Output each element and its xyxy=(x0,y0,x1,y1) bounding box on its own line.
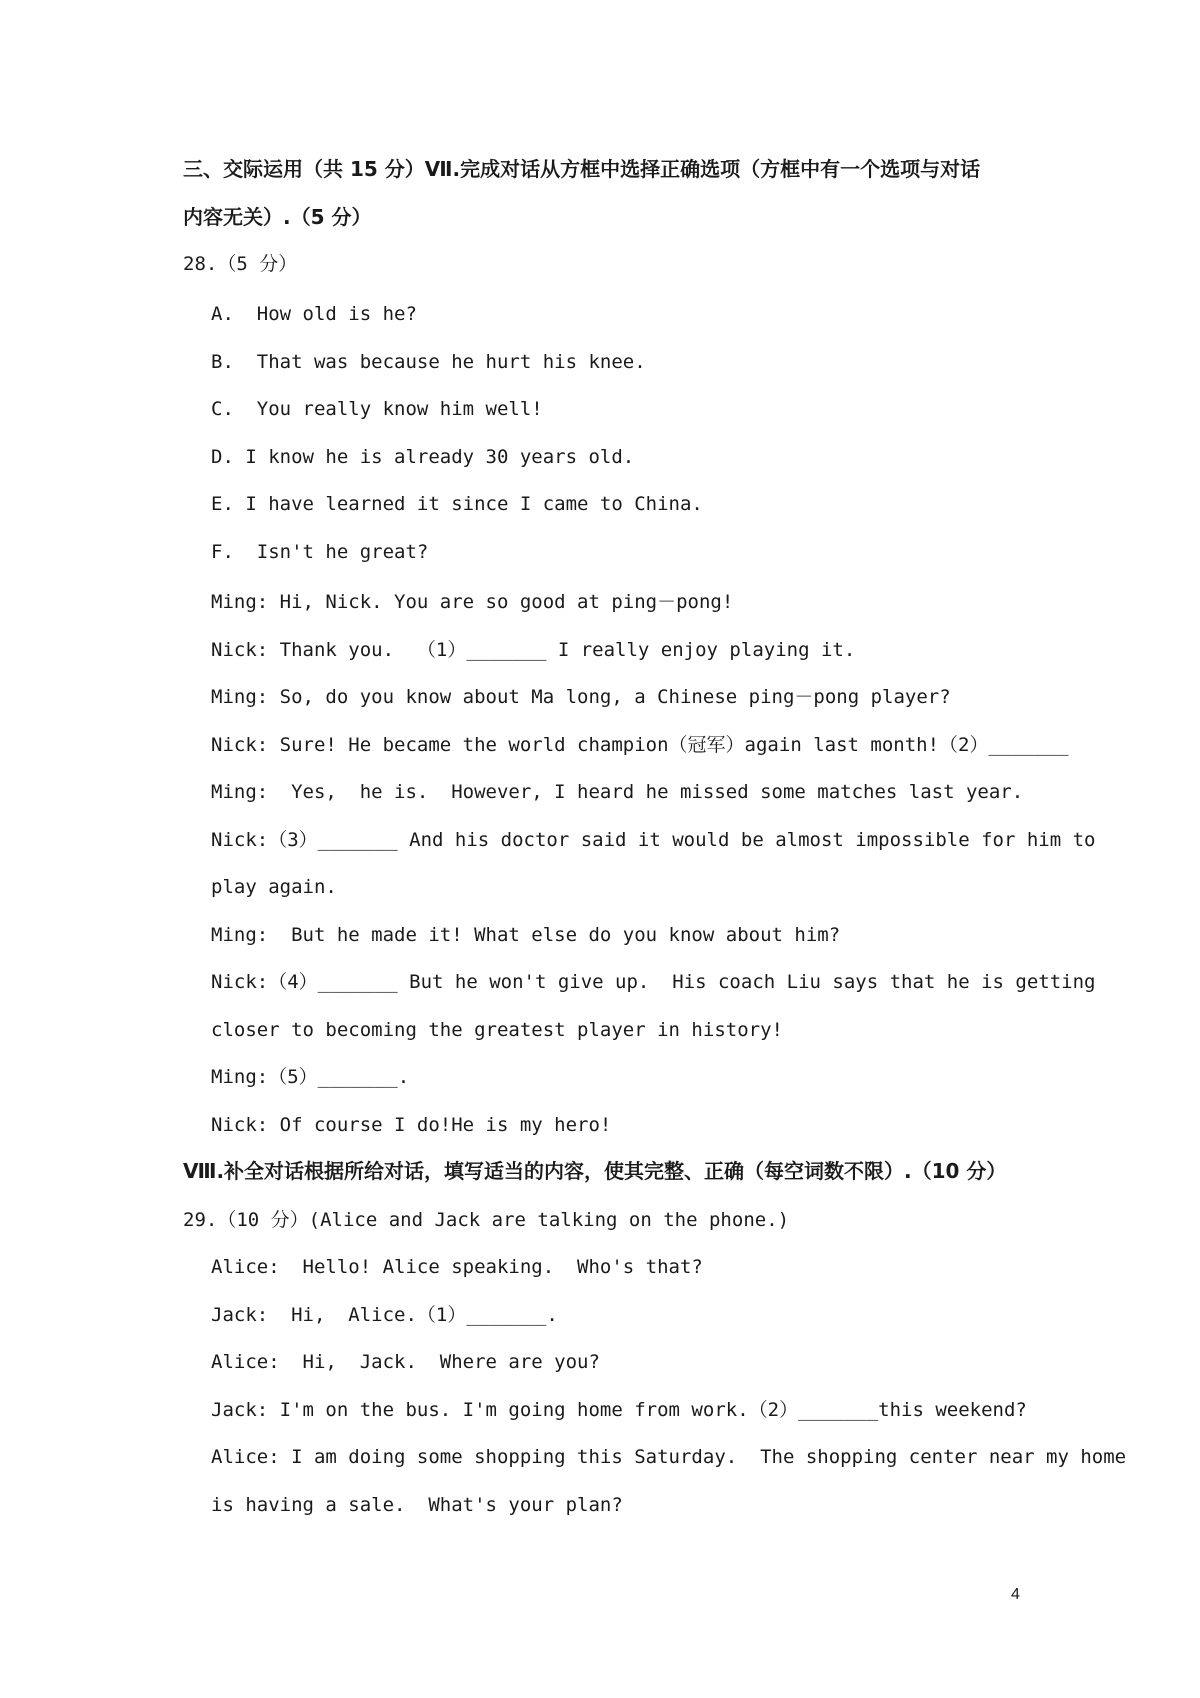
dialogue-line: Nick: Of course I do!He is my hero! xyxy=(211,1114,612,1136)
question-28-number: 28.（5 分） xyxy=(183,253,298,275)
dialogue-line: Nick: Thank you. （1）_______ I really enjoy playing it. xyxy=(211,639,856,661)
option-a: A. How old is he? xyxy=(211,303,417,325)
option-d: D. I know he is already 30 years old. xyxy=(211,446,635,468)
section-3-heading-line-1: 三、交际运用（共 15 分）Ⅶ.完成对话从方框中选择正确选项（方框中有一个选项与对话 xyxy=(183,157,981,181)
dialogue-line: play again. xyxy=(211,876,337,898)
dialogue-line: Ming: So, do you know about Ma long, a Chinese ping－pong player? xyxy=(211,686,951,708)
dialogue-line: Jack: I'm on the bus. I'm going home from work.（2）_______this weekend? xyxy=(211,1399,1027,1421)
dialogue-line: Alice: Hello! Alice speaking. Who's that? xyxy=(211,1256,703,1278)
option-e: E. I have learned it since I came to China. xyxy=(211,493,703,515)
dialogue-line: closer to becoming the greatest player in history! xyxy=(211,1019,783,1041)
dialogue-line: is having a sale. What's your plan? xyxy=(211,1494,623,1516)
option-b: B. That was because he hurt his knee. xyxy=(211,351,646,373)
dialogue-line: Ming: Hi, Nick. You are so good at ping－pong! xyxy=(211,591,734,613)
dialogue-line: Alice: Hi, Jack. Where are you? xyxy=(211,1351,600,1373)
option-c: C. You really know him well! xyxy=(211,398,543,420)
option-f: F. Isn't he great? xyxy=(211,541,429,563)
dialogue-line: Jack: Hi, Alice.（1）_______. xyxy=(211,1304,558,1326)
section-3-heading-line-2: 内容无关）.（5 分） xyxy=(183,205,372,229)
page-number: 4 xyxy=(1011,1586,1020,1603)
dialogue-line: Nick: Sure! He became the world champion（冠军）again last month!（2）_______ xyxy=(211,734,1069,756)
question-29-number: 29.（10 分）(Alice and Jack are talking on the phone.) xyxy=(183,1209,790,1231)
dialogue-line: Ming: Yes, he is. However, I heard he missed some matches last year. xyxy=(211,781,1024,803)
dialogue-line: Ming:（5）_______. xyxy=(211,1066,410,1088)
section-8-heading: Ⅷ.补全对话根据所给对话，填写适当的内容，使其完整、正确（每空词数不限）.（10 分） xyxy=(183,1159,1007,1183)
dialogue-line: Ming: But he made it! What else do you know about him? xyxy=(211,924,841,946)
dialogue-line: Nick:（3）_______ And his doctor said it would be almost impossible for him to xyxy=(211,829,1096,851)
dialogue-line: Nick:（4）_______ But he won't give up. His coach Liu says that he is getting xyxy=(211,971,1096,993)
dialogue-line: Alice: I am doing some shopping this Saturday. The shopping center near my home xyxy=(211,1446,1127,1468)
